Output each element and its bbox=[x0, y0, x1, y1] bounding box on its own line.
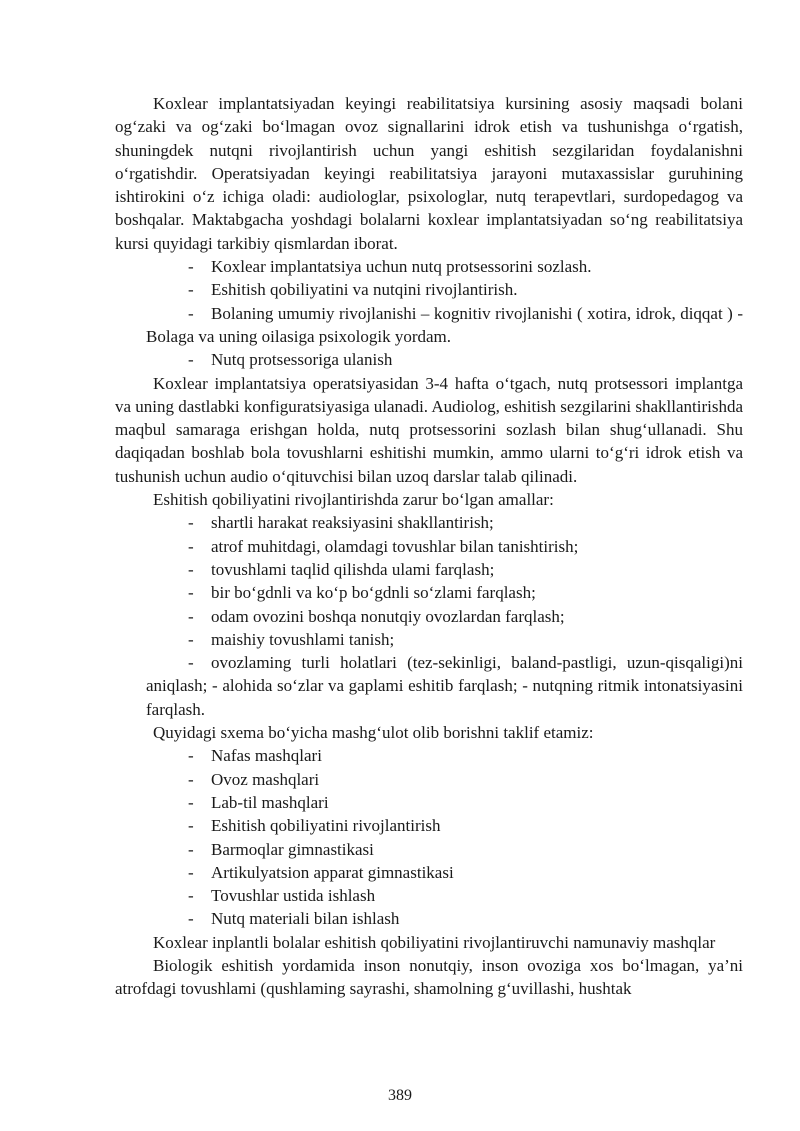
dash-marker: - bbox=[188, 746, 194, 766]
paragraph-actions-heading: Eshitish qobiliyatini rivojlantirishda zarur bo‘lgan amallar: bbox=[153, 490, 554, 510]
list-item bbox=[115, 581, 743, 604]
list-item bbox=[115, 278, 743, 301]
list-item-text: maishiy tovushlami tanish; bbox=[211, 629, 395, 649]
list-item-text: Artikulyatsion apparat gimnastikasi bbox=[211, 862, 454, 882]
dash-marker: - bbox=[188, 303, 194, 323]
dash-marker: - bbox=[188, 350, 194, 370]
list-item bbox=[115, 511, 743, 534]
list-item-text: atrof muhitdagi, olamdagi tovushlar bilan tanishtirish; bbox=[211, 536, 579, 556]
list-item bbox=[115, 907, 743, 930]
dash-marker: - bbox=[188, 816, 194, 836]
list-item bbox=[115, 535, 743, 558]
list-item-text: bir bo‘gdnli va ko‘p bo‘gdnli so‘zlami farqlash; bbox=[211, 583, 536, 603]
list-item-text: Barmoqlar gimnastikasi bbox=[211, 839, 374, 859]
paragraph-speech-processor: Koxlear implantatsiya operatsiyasidan 3-4 hafta o‘tgach, nutq protsessori implantga va uning dastlabki konfiguratsiyasiga ulanadi. Audiolog, eshitish sezgilarini shakllantirishda maqbul samaraga erishgan holda, nutq protsessorini sozlash bilan shug‘ullanadi. Shu daqiqadan boshlab bola tovushlarni eshitishi mumkin, ammo ularni to‘g‘ri idrok etish va tushunish uchun audio o‘qituvchisi bilan uzoq darslar talab qilinadi. bbox=[115, 373, 743, 486]
body-text bbox=[115, 92, 743, 1001]
dash-marker: - bbox=[188, 257, 194, 277]
list-item-text: ovozlaming turli holatlari (tez-sekinligi, baland-pastligi, uzun-qisqaligi)ni aniqlash; - alohida so‘zlar va gaplami eshitib farqlash; - nutqning ritmik intonatsiyasini farqlash. bbox=[146, 653, 743, 719]
list-item bbox=[115, 651, 743, 721]
dash-marker: - bbox=[188, 792, 194, 812]
dash-marker: - bbox=[188, 629, 194, 649]
list-item bbox=[115, 768, 743, 791]
list-item-text: Nutq protsessoriga ulanish bbox=[211, 350, 393, 370]
list-item bbox=[115, 884, 743, 907]
list-item-text: odam ovozini boshqa nonutqiy ovozlardan farqlash; bbox=[211, 606, 565, 626]
paragraph-exercises-heading: Koxlear inplantli bolalar eshitish qobiliyatini rivojlantiruvchi namunaviy mashqlar bbox=[153, 932, 716, 952]
list-item-text: Ovoz mashqlari bbox=[211, 769, 320, 789]
list-item bbox=[115, 744, 743, 767]
list-item bbox=[115, 838, 743, 861]
page-number: 389 bbox=[388, 1087, 412, 1104]
list-item bbox=[115, 628, 743, 651]
paragraph-biological-hearing: Biologik eshitish yordamida inson nonutqiy, inson ovoziga xos bo‘lmagan, ya’ni atrofdagi tovushlami (qushlaming sayrashi, shamolning g‘uvillashi, hushtak bbox=[115, 955, 743, 999]
list-item-text: shartli harakat reaksiyasini shakllantirish; bbox=[211, 513, 494, 533]
list-item-text: Tovushlar ustida ishlash bbox=[211, 886, 376, 906]
list-item-text: Eshitish qobiliyatini va nutqini rivojlantirish. bbox=[211, 280, 518, 300]
list-item bbox=[115, 814, 743, 837]
list-item-text: tovushlami taqlid qilishda ulami farqlash; bbox=[211, 559, 495, 579]
list-item bbox=[115, 255, 743, 278]
list-item-text: Lab-til mashqlari bbox=[211, 792, 329, 812]
dash-marker: - bbox=[188, 606, 194, 626]
list-item bbox=[115, 558, 743, 581]
dash-marker: - bbox=[188, 653, 194, 673]
paragraph-intro: Koxlear implantatsiyadan keyingi reabilitatsiya kursining asosiy maqsadi bolani og‘zaki va og‘zaki bo‘lmagan ovoz signallarini idrok etish va tushunishga o‘rgatish, shuningdek nutqni rivojlantirish uchun yangi eshitish sezgilaridan foydalanishni o‘rgatishdir. Operatsiyadan keyingi reabilitatsiya jarayoni mutaxassislar guruhining ishtirokini o‘z ichiga oladi: audiologlar, psixologlar, nutq terapevtlari, surdopedagog va boshqalar. Maktabgacha yoshdagi bolalarni koxlear implantatsiyadan so‘ng reabilitatsiya kursi quyidagi tarkibiy qismlardan iborat. bbox=[115, 94, 743, 253]
list-item bbox=[115, 861, 743, 884]
list-item-text: Nutq materiali bilan ishlash bbox=[211, 909, 400, 929]
list-item-text: Bolaning umumiy rivojlanishi – kognitiv rivojlanishi ( xotira, idrok, diqqat ) - Bolaga va uning oilasiga psixologik yordam. bbox=[146, 303, 743, 346]
dash-marker: - bbox=[188, 769, 194, 789]
dash-marker: - bbox=[188, 583, 194, 603]
dash-marker: - bbox=[188, 862, 194, 882]
list-item bbox=[115, 791, 743, 814]
paragraph-scheme-heading: Quyidagi sxema bo‘yicha mashg‘ulot olib borishni taklif etamiz: bbox=[153, 723, 594, 743]
dash-marker: - bbox=[188, 886, 194, 906]
dash-marker: - bbox=[188, 909, 194, 929]
list-item-text: Eshitish qobiliyatini rivojlantirish bbox=[211, 816, 441, 836]
dash-marker: - bbox=[188, 513, 194, 533]
list-item-text: Nafas mashqlari bbox=[211, 746, 322, 766]
list-item-text: Koxlear implantatsiya uchun nutq protsessorini sozlash. bbox=[211, 257, 592, 277]
dash-marker: - bbox=[188, 280, 194, 300]
list-item bbox=[115, 605, 743, 628]
list-item bbox=[115, 302, 743, 349]
dash-marker: - bbox=[188, 559, 194, 579]
list-item bbox=[115, 348, 743, 371]
dash-marker: - bbox=[188, 839, 194, 859]
dash-marker: - bbox=[188, 536, 194, 556]
